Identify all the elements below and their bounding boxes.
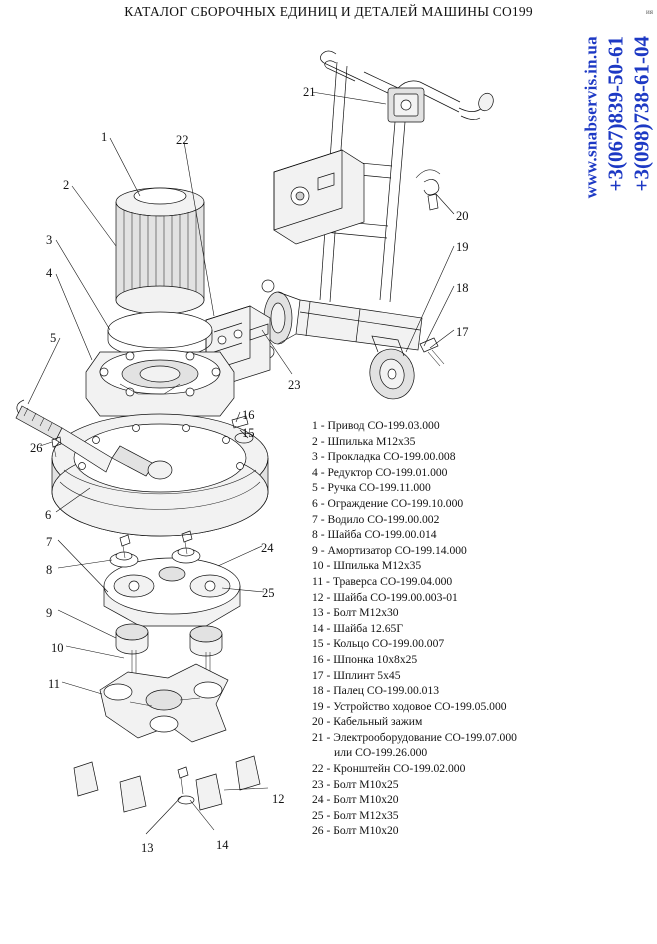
legend-item: 17 - Шплинт 5х45	[312, 668, 401, 682]
reducer-group	[86, 350, 234, 416]
callout-14: 14	[216, 838, 229, 852]
callout-17: 17	[456, 325, 469, 339]
legend-item: 26 - Болт М10х20	[312, 824, 399, 838]
phone-primary: +3(067)839-50-61	[603, 36, 627, 192]
legend-item: 1 - Привод СО-199.03.000	[312, 419, 440, 432]
callout-16: 16	[242, 408, 255, 422]
callout-25: 25	[262, 586, 275, 600]
legend-item: 7 - Водило СО-199.00.002	[312, 512, 440, 526]
corner-mark: ия	[646, 8, 653, 16]
callout-3: 3	[46, 233, 53, 247]
legend-item: 3 - Прокладка СО-199.00.008	[312, 450, 456, 464]
legend-item: 13 - Болт М12х30	[312, 606, 399, 620]
callout-4: 4	[46, 266, 53, 280]
page-title: КАТАЛОГ СБОРОЧНЫХ ЕДИНИЦ И ДЕТАЛЕЙ МАШИНЫ СО199	[124, 4, 533, 19]
legend-item: 24 - Болт М10х20	[312, 793, 399, 807]
callout-7: 7	[46, 535, 53, 549]
legend-item: 10 - Шпилька М12х35	[312, 559, 422, 573]
callout-15: 15	[242, 426, 255, 440]
phone-secondary: +3(098)738-61-04	[629, 36, 653, 192]
callout-18: 18	[456, 281, 469, 295]
callout-12: 12	[272, 792, 285, 806]
callout-24: 24	[261, 541, 274, 555]
legend-item: 22 - Кронштейн СО-199.02.000	[312, 762, 466, 776]
handle-frame-group	[206, 51, 496, 403]
legend-item: 6 - Ограждение СО-199.10.000	[312, 496, 464, 510]
legend-item: 25 - Болт М12х35	[312, 808, 399, 822]
legend-item: 16 - Шпонка 10х8х25	[312, 652, 418, 666]
legend-item: 11 - Траверса СО-199.04.000	[312, 574, 453, 588]
legend-item: 4 - Редуктор СО-199.01.000	[312, 465, 448, 479]
callout-19: 19	[456, 240, 469, 254]
callout-9: 9	[46, 606, 53, 620]
legend-item: 21 - Электрооборудование СО-199.07.000	[312, 730, 517, 744]
legend-item: 15 - Кольцо СО-199.00.007	[312, 637, 445, 651]
callout-22: 22	[176, 133, 189, 147]
website-text: www.snabservis.in.ua	[581, 36, 600, 199]
callout-13: 13	[141, 841, 154, 855]
callout-21: 21	[303, 85, 316, 99]
legend-item: 20 - Кабельный зажим	[312, 715, 423, 729]
callout-20: 20	[456, 209, 469, 223]
legend-item-continuation: или СО-199.26.000	[334, 746, 428, 760]
callout-1: 1	[101, 130, 108, 144]
guard-housing-group	[16, 400, 268, 536]
callout-11: 11	[48, 677, 61, 691]
rotor-plate-group	[104, 531, 240, 678]
callout-26: 26	[30, 441, 43, 455]
segment-group	[74, 756, 260, 812]
traverse-group	[100, 664, 228, 742]
legend-item: 5 - Ручка СО-199.11.000	[312, 481, 431, 495]
callout-2: 2	[63, 178, 70, 192]
callout-10: 10	[51, 641, 64, 655]
legend-item: 9 - Амортизатор СО-199.14.000	[312, 543, 467, 557]
callout-8: 8	[46, 563, 53, 577]
legend-item: 23 - Болт М10х25	[312, 777, 399, 791]
legend-item: 19 - Устройство ходовое СО-199.05.000	[312, 699, 507, 713]
callout-23: 23	[288, 378, 301, 392]
callout-5: 5	[50, 331, 57, 345]
legend-item: 18 - Палец СО-199.00.013	[312, 684, 440, 698]
legend-list	[312, 418, 612, 839]
callout-6: 6	[45, 508, 52, 522]
legend-item: 2 - Шпилька М12х35	[312, 434, 416, 448]
legend-item: 8 - Шайба СО-199.00.014	[312, 528, 437, 542]
legend-item: 14 - Шайба 12.65Г	[312, 621, 404, 635]
legend-item: 12 - Шайба СО-199.00.003-01	[312, 590, 458, 604]
